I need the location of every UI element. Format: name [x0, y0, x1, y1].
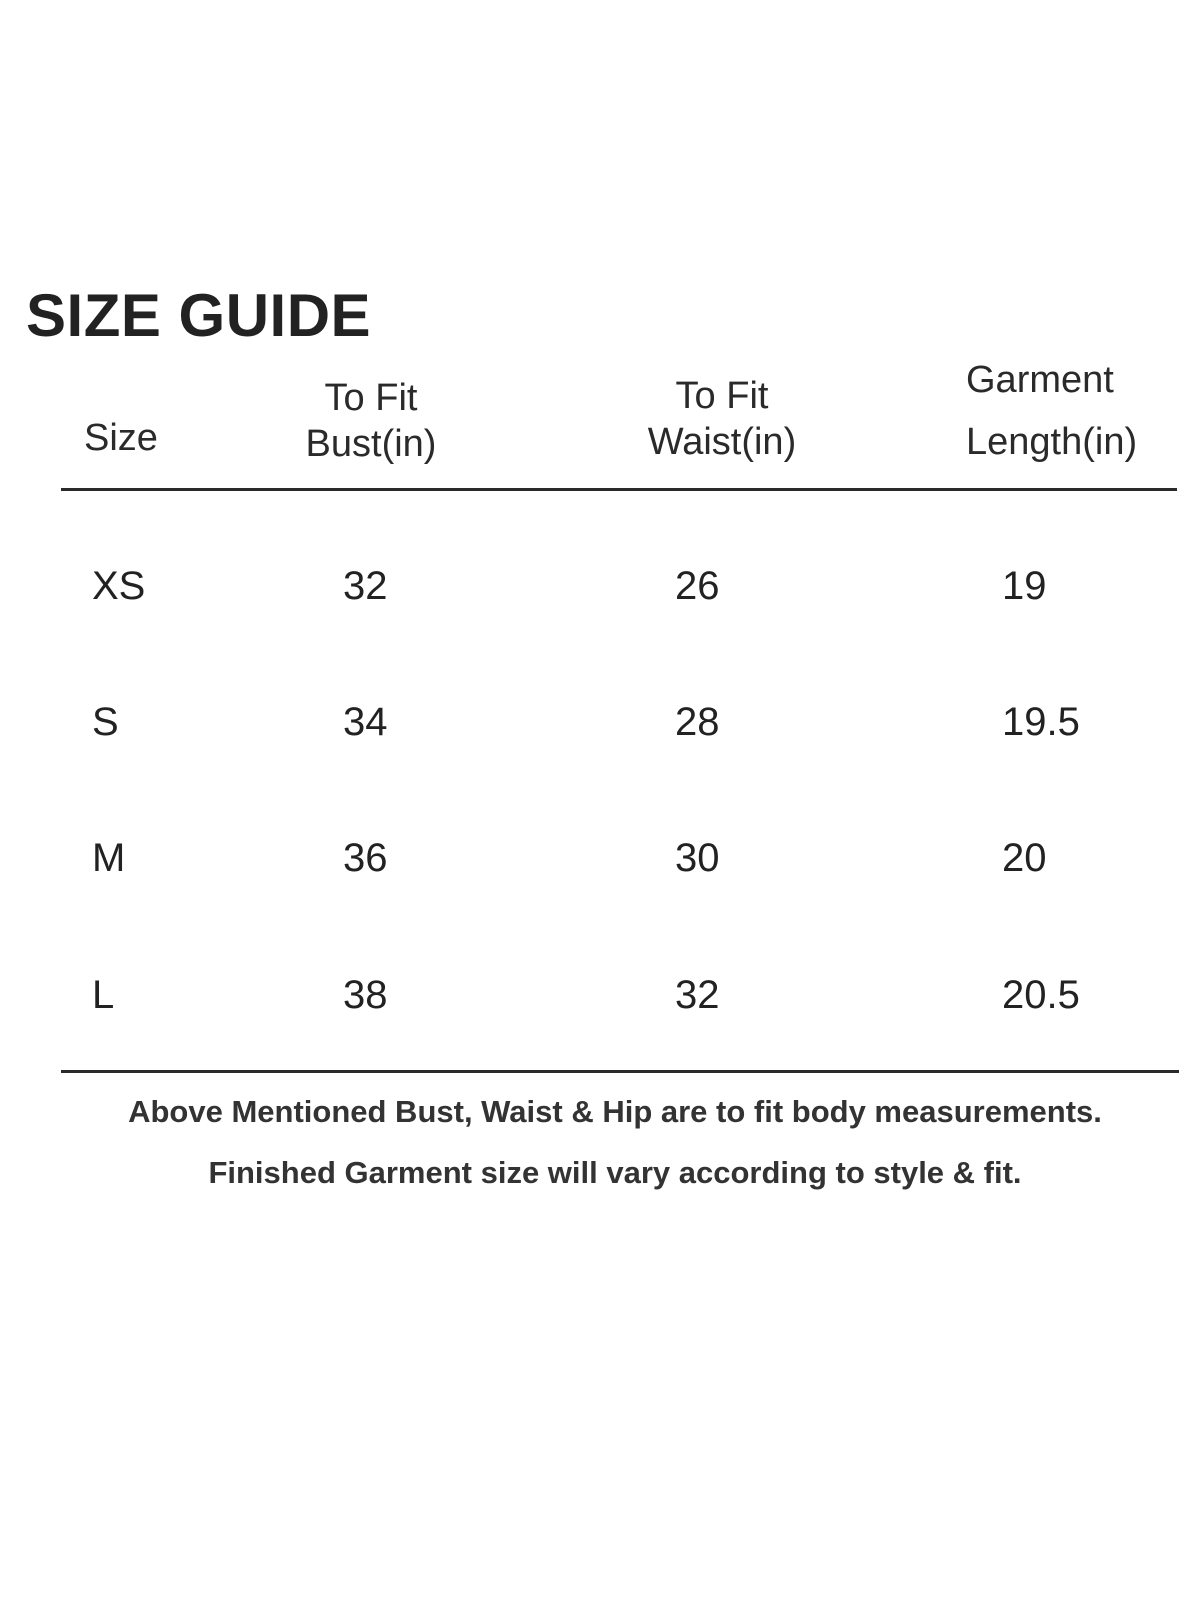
column-header-line: Length(in) — [966, 421, 1138, 463]
length-cell: 20.5 — [1002, 973, 1080, 1017]
page-title: SIZE GUIDE — [26, 282, 372, 349]
table-row-l — [0, 970, 1200, 1020]
waist-cell: 28 — [675, 700, 720, 744]
column-header-waist — [637, 373, 807, 465]
column-header-line: To Fit — [675, 375, 769, 417]
fit-note: Finished Garment size will vary according to style & fit. — [208, 1155, 1022, 1190]
table-row-s — [0, 697, 1200, 747]
bust-cell: 34 — [343, 700, 388, 744]
waist-cell: 32 — [675, 973, 720, 1017]
column-header-line: Waist(in) — [647, 421, 797, 463]
bust-cell: 38 — [343, 973, 388, 1017]
size-cell: S — [92, 700, 119, 744]
waist-cell: 26 — [675, 564, 720, 608]
footer-divider — [61, 1070, 1179, 1073]
measurement-note: Above Mentioned Bust, Waist & Hip are to fit body measurements. — [128, 1094, 1102, 1129]
column-header-line: Garment — [966, 359, 1114, 401]
table-row-xs — [0, 561, 1200, 611]
length-cell: 20 — [1002, 836, 1047, 880]
bust-cell: 36 — [343, 836, 388, 880]
length-cell: 19 — [1002, 564, 1047, 608]
column-header-line: Size — [84, 417, 158, 459]
size-cell: M — [92, 836, 126, 880]
size-cell: XS — [92, 564, 146, 608]
header-divider — [61, 488, 1177, 491]
size-cell: L — [92, 973, 115, 1017]
column-header-bust — [296, 375, 446, 467]
column-header-line: To Fit — [324, 377, 418, 419]
table-row-m — [0, 833, 1200, 883]
column-header-size — [84, 415, 158, 461]
waist-cell: 30 — [675, 836, 720, 880]
bust-cell: 32 — [343, 564, 388, 608]
length-cell: 19.5 — [1002, 700, 1080, 744]
column-header-garment-length — [966, 357, 1137, 465]
column-header-line: Bust(in) — [305, 423, 437, 465]
